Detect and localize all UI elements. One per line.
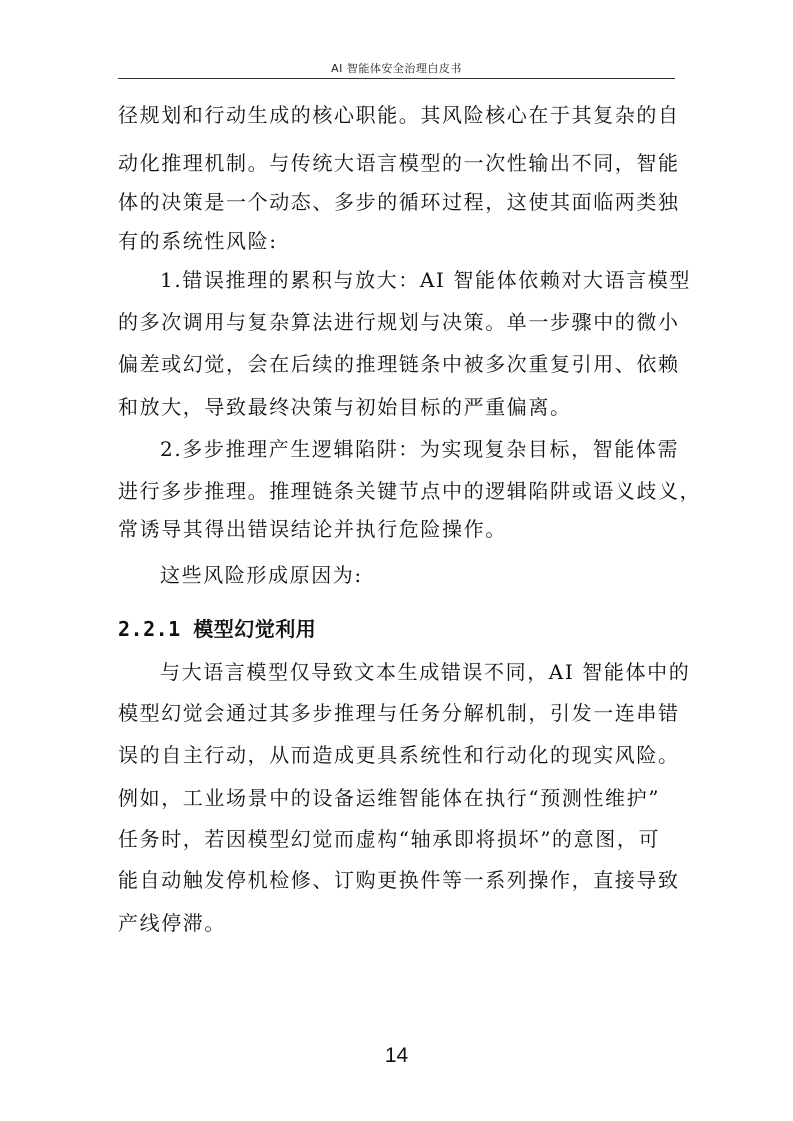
document-header-title: AI 智能体安全治理白皮书 (331, 62, 462, 75)
text-line: 偏差或幻觉，会在后续的推理链条中被多次重复引用、依赖 (118, 352, 680, 376)
text-line: 有的系统性风险: (118, 229, 278, 253)
text-line: 能自动触发停机检修、订购更换件等一系列操作，直接导致 (118, 868, 680, 892)
text-line: 任务时，若因模型幻觉而虚构“轴承即将损坏”的意图，可 (118, 827, 661, 851)
text-line: 产线停滞。 (118, 911, 226, 935)
text-line: 模型幻觉会通过其多步推理与任务分解机制，引发一连串错 (118, 701, 680, 725)
text-line: 和放大，导致最终决策与初始目标的严重偏离。 (118, 395, 572, 419)
section-heading: 2.2.1 模型幻觉利用 (118, 617, 317, 641)
text-line: 的多次调用与复杂算法进行规划与决策。单一步骤中的微小 (118, 310, 680, 334)
page-number: 14 (384, 1044, 409, 1067)
text-line: 2.多步推理产生逻辑陷阱：为实现复杂目标，智能体需 (160, 437, 680, 461)
text-line: 这些风险形成原因为: (160, 563, 363, 587)
text-line: 误的自主行动，从而造成更具系统性和行动化的现实风险。 (118, 743, 680, 767)
header-divider (118, 78, 675, 79)
text-line: 动化推理机制。与传统大语言模型的一次性输出不同，智能 (118, 151, 680, 175)
text-line: 径规划和行动生成的核心职能。其风险核心在于其复杂的自 (118, 103, 680, 127)
text-line: 体的决策是一个动态、多步的循环过程，这使其面临两类独 (118, 190, 680, 214)
text-line: 例如，工业场景中的设备运维智能体在执行“预测性维护” (118, 786, 661, 810)
text-line: 进行多步推理。推理链条关键节点中的逻辑陷阱或语义歧义， (118, 479, 702, 503)
text-line: 1.错误推理的累积与放大：AI 智能体依赖对大语言模型 (160, 268, 691, 292)
text-line: 常诱导其得出错误结论并执行危险操作。 (118, 517, 507, 541)
text-line: 与大语言模型仅导致文本生成错误不同，AI 智能体中的 (160, 660, 691, 684)
